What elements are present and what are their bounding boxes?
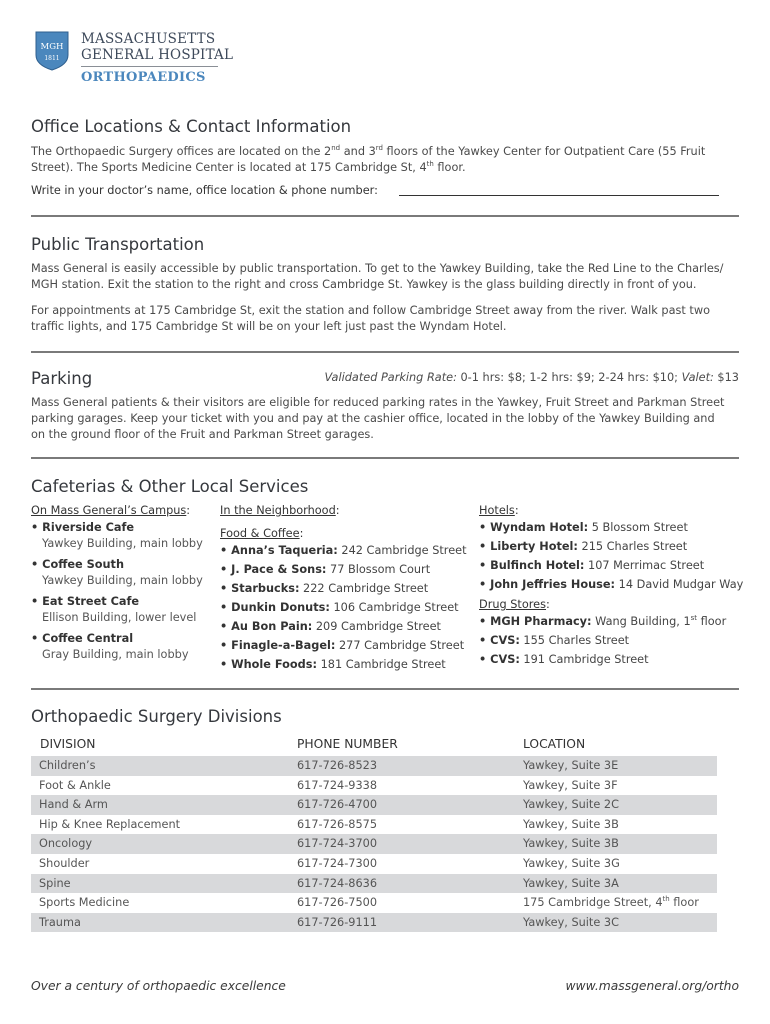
section-divider	[31, 351, 739, 353]
header-division: DIVISION	[40, 737, 96, 751]
campus-item-location: Gray Building, main lobby	[42, 648, 189, 661]
hotels-heading: Hotels	[479, 504, 515, 517]
campus-item-name: Riverside Cafe	[42, 521, 135, 534]
logo-divider	[81, 66, 218, 67]
table-row: Children’s 617-726-8523 Yawkey, Suite 3E	[31, 756, 717, 776]
table-row: Hand & Arm 617-726-4700 Yawkey, Suite 2C	[31, 795, 717, 815]
campus-heading: On Mass General’s Campus	[31, 504, 187, 517]
parking-section-title: Parking	[31, 369, 93, 388]
logo-line-2: GENERAL HOSPITAL	[81, 47, 234, 63]
section-divider	[31, 215, 739, 217]
mgh-shield-logo	[35, 31, 69, 71]
logo-line-1: MASSACHUSETTS	[81, 31, 216, 47]
section-divider	[31, 457, 739, 459]
parking-rate: Validated Parking Rate: 0-1 hrs: $8; 1-2 hrs: $9; 2-24 hrs: $10; Valet: $13	[324, 371, 739, 384]
transport-paragraph-2: For appointments at 175 Cambridge St, exit the station and follow Cambridge Street away from the river. Walk past two traffic lights, and 175 Cambridge St will be on your left just past the Wyndam Hotel.	[31, 304, 711, 333]
office-section-title: Office Locations & Contact Information	[31, 117, 352, 136]
table-row: Oncology 617-724-3700 Yawkey, Suite 3B	[31, 834, 717, 854]
shield-year: 1811	[44, 55, 60, 62]
table-row: Spine 617-724-8636 Yawkey, Suite 3A	[31, 874, 717, 894]
divisions-section-title: Orthopaedic Surgery Divisions	[31, 707, 282, 726]
campus-item-name: Coffee Central	[42, 632, 134, 645]
table-row: Sports Medicine 617-726-7500 175 Cambridge Street, 4th floor	[39, 895, 699, 910]
office-paragraph: The Orthopaedic Surgery offices are located on the 2nd and 3rd floors of the Yawkey Center for Outpatient Care (55 Fruit Street). The Sports Medicine Center is located at 175 Cambridge St, 4th floor.	[31, 144, 706, 174]
table-row: Trauma 617-726-9111 Yawkey, Suite 3C	[31, 913, 717, 933]
hotels-column: Hotels: • Wyndam Hotel: 5 Blossom Street • Liberty Hotel: 215 Charles Street • Bulfinch Hotel: 107 Merrimac Street • John Jeffries House: 14 David Mudgar Way Drug Stores: • MGH Pharmacy: Wang Building, 1st floor • CVS: 155 Charles Street • CVS: 191 Cambridge Street	[479, 504, 744, 666]
shield-text: MGH	[40, 42, 64, 52]
neighborhood-heading: In the Neighborhood	[220, 504, 336, 517]
campus-item-location: Yawkey Building, main lobby	[42, 537, 203, 550]
section-divider	[31, 688, 739, 690]
food-heading: Food & Coffee	[220, 527, 300, 540]
campus-item-name: Coffee South	[42, 558, 124, 571]
cafeterias-section-title: Cafeterias & Other Local Services	[31, 477, 309, 496]
campus-item-name: Eat Street Cafe	[42, 595, 140, 608]
table-header	[31, 737, 717, 755]
footer-url-link[interactable]: www.massgeneral.org/ortho	[565, 979, 739, 993]
table-row: Foot & Ankle 617-724-9338 Yawkey, Suite 3F	[39, 778, 618, 792]
write-in-field[interactable]	[399, 195, 719, 196]
drug-stores-heading: Drug Stores	[479, 598, 547, 611]
campus-column: On Mass General’s Campus: • Riverside Cafe Yawkey Building, main lobby • Coffee South Yawkey Building, main lobby • Eat Street Cafe Ellison Building, lower level • Coffee Central Gray Building, main lobby	[31, 504, 203, 661]
logo-department: ORTHOPAEDICS	[81, 70, 206, 85]
table-row: Shoulder 617-724-7300 Yawkey, Suite 3G	[39, 857, 620, 870]
header-phone: PHONE NUMBER	[297, 737, 398, 751]
write-in-label: Write in your doctor’s name, office location & phone number:	[31, 184, 378, 197]
transport-section-title: Public Transportation	[31, 235, 205, 254]
header-location: LOCATION	[523, 737, 586, 751]
neighborhood-column: In the Neighborhood: Food & Coffee: • Anna’s Taqueria: 242 Cambridge Street • J. Pace & Sons: 77 Blossom Court • Starbucks: 222 Cambridge Street • Dunkin Donuts: 106 Cambridge Street • Au Bon Pain: 209 Cambridge Street • Finagle-a-Bagel: 277 Cambridge Street • Whole Foods: 181 Cambridge Street	[220, 504, 467, 671]
campus-item-location: Ellison Building, lower level	[42, 611, 197, 624]
transport-paragraph-1: Mass General is easily accessible by public transportation. To get to the Yawkey Building, take the Red Line to the Charles/ MGH station. Exit the station to the right and cross Cambridge St. Yawkey is the glass building directly in front of you.	[31, 262, 724, 291]
table-row: Hip & Knee Replacement 617-726-8575 Yawkey, Suite 3B	[39, 817, 619, 831]
parking-paragraph: Mass General patients & their visitors are eligible for reduced parking rates in the Yawkey, Fruit Street and Parkman Street parking garages. Keep your ticket with you and pay at the cashier office, located in the lobby of the Yawkey Building and on the ground floor of the Fruit and Parkman Street garages.	[31, 396, 725, 441]
campus-item-location: Yawkey Building, main lobby	[42, 574, 203, 587]
footer-tagline: Over a century of orthopaedic excellence	[31, 979, 286, 993]
